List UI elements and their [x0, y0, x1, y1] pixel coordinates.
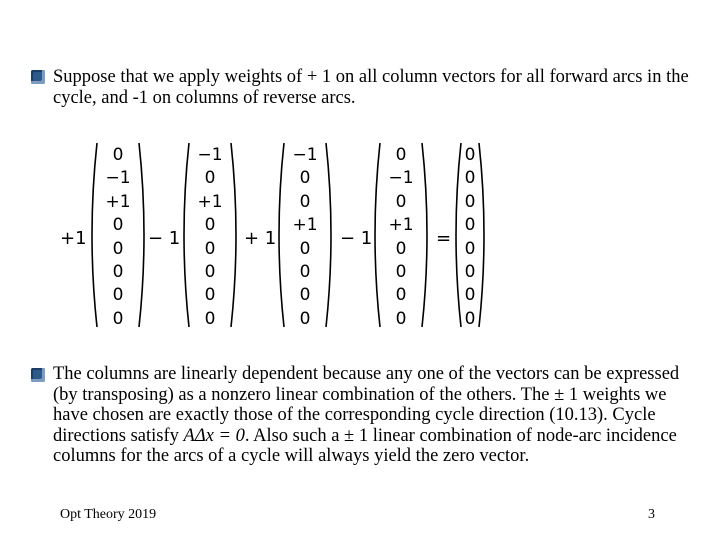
vector-entry: 0 — [299, 191, 311, 212]
vector-entry: 0 — [204, 215, 216, 236]
column-vector-3 — [275, 140, 335, 330]
vector-entry: 0 — [464, 215, 476, 236]
vector-entry: 0 — [464, 285, 476, 306]
vector-entry: −1 — [292, 145, 318, 165]
vector-entry: 0 — [464, 191, 476, 212]
page-number: 3 — [648, 507, 655, 522]
vector-entry: +1 — [388, 215, 414, 236]
vector-entry: 0 — [395, 238, 407, 259]
vector-entry: 0 — [299, 261, 311, 282]
vector-entry: 0 — [204, 238, 216, 259]
vector-entry: 0 — [112, 238, 124, 259]
vector-entry: +1 — [292, 215, 318, 236]
vector-entry: 0 — [464, 261, 476, 282]
vector-equation — [0, 140, 720, 335]
vector-entry: 0 — [112, 285, 124, 306]
coefficient-1: +1 — [60, 228, 87, 249]
vector-entry: 0 — [464, 168, 476, 189]
vector-entry: 0 — [395, 261, 407, 282]
vector-entry: +1 — [197, 191, 223, 212]
column-vector-1 — [88, 140, 148, 330]
vector-entry: 0 — [112, 261, 124, 282]
square-bullet-icon — [31, 70, 45, 84]
vector-entry: 0 — [395, 145, 407, 165]
bullet-text-2 — [53, 364, 703, 467]
vector-entry: 0 — [204, 285, 216, 306]
vector-entry: −1 — [105, 168, 131, 189]
column-vector-2 — [180, 140, 240, 330]
bullet-text-2-part1: The columns are linearly dependent because any one of the vectors can be expressed (by transposing) as a nonzero linear combination of the others. The ± 1 weights we have chosen are exactly those of the corresponding cycle direction (10.13). Cycle directions satisfy — [53, 364, 680, 446]
square-bullet-icon — [31, 368, 45, 382]
vector-entry: 0 — [204, 261, 216, 282]
vector-entry: 0 — [464, 238, 476, 259]
vector-entries — [371, 144, 431, 331]
vector-entry: 0 — [112, 308, 124, 329]
vector-entries — [180, 144, 240, 331]
bullet-text-2-part2: . Also such a ± 1 linear combination of node-arc incidence columns for the arcs of a cycle will always yield the zero vector. — [53, 425, 677, 467]
vector-entry: 0 — [299, 168, 311, 189]
vector-entry: −1 — [388, 168, 414, 189]
vector-entry: 0 — [395, 191, 407, 212]
vector-entries — [88, 144, 148, 331]
vector-entry: 0 — [204, 308, 216, 329]
vector-entry: 0 — [112, 145, 124, 165]
footer-course-title: Opt Theory 2019 — [60, 507, 157, 522]
column-vector-4 — [371, 140, 431, 330]
vector-entry: 0 — [299, 238, 311, 259]
equals-sign: = — [436, 228, 452, 249]
coefficient-3: + 1 — [244, 228, 277, 249]
vector-entries — [452, 144, 488, 331]
vector-entry: 0 — [395, 285, 407, 306]
vector-entry: 0 — [464, 308, 476, 329]
vector-entry: 0 — [299, 285, 311, 306]
vector-entry: 0 — [112, 215, 124, 236]
vector-entry: +1 — [105, 191, 131, 212]
vector-entry: 0 — [464, 145, 476, 165]
zero-vector — [452, 140, 488, 330]
coefficient-4: − 1 — [340, 228, 373, 249]
math-expression: AΔx = 0 — [183, 425, 245, 446]
vector-entry: −1 — [197, 145, 223, 165]
vector-entry: 0 — [204, 168, 216, 189]
vector-entries — [275, 144, 335, 331]
bullet-text-1: Suppose that we apply weights of + 1 on all column vectors for all forward arcs in the cycle, and -1 on columns of reverse arcs. — [53, 67, 689, 108]
vector-entry: 0 — [299, 308, 311, 329]
coefficient-2: − 1 — [148, 228, 181, 249]
vector-entry: 0 — [395, 308, 407, 329]
